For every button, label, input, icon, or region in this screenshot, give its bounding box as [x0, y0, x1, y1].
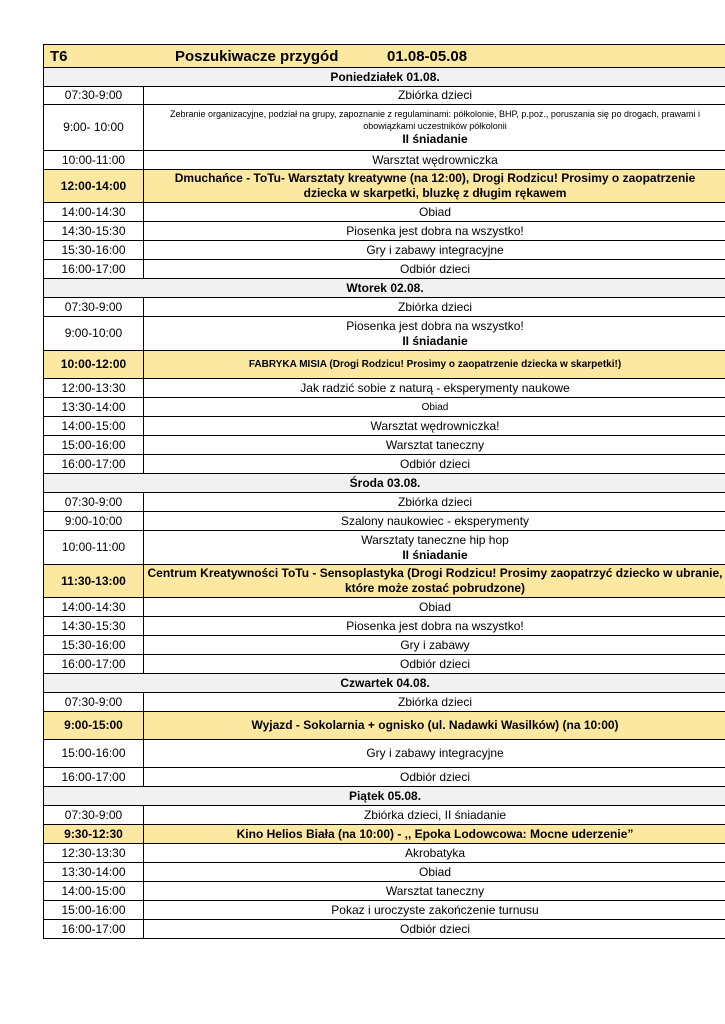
schedule-row — [44, 398, 725, 417]
activity-cell: Zbiórka dzieci, II śniadanie — [144, 806, 725, 825]
activity-cell: Zbiórka dzieci — [144, 693, 725, 712]
schedule-row — [44, 863, 725, 882]
time-cell: 14:30-15:30 — [44, 222, 144, 241]
activity-line: II śniadanie — [402, 132, 468, 146]
activity-cell: Obiad — [144, 398, 725, 417]
activity-cell: Pokaz i uroczyste zakończenie turnusu — [144, 901, 725, 920]
schedule-row — [44, 740, 725, 768]
schedule-row — [44, 693, 725, 712]
time-cell: 10:00-11:00 — [44, 531, 144, 565]
schedule-row — [44, 151, 725, 170]
activity-cell — [144, 105, 725, 151]
time-cell: 16:00-17:00 — [44, 455, 144, 474]
activity-cell: Warsztat wędrowniczka — [144, 151, 725, 170]
schedule-row — [44, 379, 725, 398]
schedule-row — [44, 417, 725, 436]
schedule-row — [44, 241, 725, 260]
time-cell: 15:00-16:00 — [44, 436, 144, 455]
time-cell: 13:30-14:00 — [44, 863, 144, 882]
time-cell: 12:30-13:30 — [44, 844, 144, 863]
schedule-row — [44, 298, 725, 317]
time-cell: 12:00-14:00 — [44, 170, 144, 203]
time-cell: 16:00-17:00 — [44, 260, 144, 279]
schedule-row — [44, 203, 725, 222]
activity-line: Warsztaty taneczne hip hop — [361, 532, 509, 547]
title-row — [44, 45, 725, 68]
time-cell: 14:00-14:30 — [44, 203, 144, 222]
day-title: Wtorek 02.08. — [44, 279, 725, 298]
time-cell: 10:00-12:00 — [44, 351, 144, 379]
schedule-table — [43, 44, 725, 939]
schedule-row — [44, 317, 725, 351]
day-title: Poniedziałek 01.08. — [44, 68, 725, 87]
activity-cell: Warsztat taneczny — [144, 436, 725, 455]
activity-cell: Odbiór dzieci — [144, 920, 725, 939]
time-cell: 9:00- 10:00 — [44, 105, 144, 151]
schedule-row — [44, 598, 725, 617]
activity-cell: Gry i zabawy integracyjne — [144, 740, 725, 768]
schedule-sheet — [43, 44, 725, 939]
time-cell: 9:00-10:00 — [44, 317, 144, 351]
activity-cell: Gry i zabawy integracyjne — [144, 241, 725, 260]
activity-cell: Centrum Kreatywności ToTu - Sensoplastyka (Drogi Rodzicu! Prosimy zaopatrzyć dziecko w ubranie, które może zostać pobrudzone) — [144, 565, 725, 598]
schedule-row-highlight — [44, 565, 725, 598]
activity-cell: Piosenka jest dobra na wszystko! — [144, 617, 725, 636]
day-header-row — [44, 674, 725, 693]
time-cell: 9:30-12:30 — [44, 825, 144, 844]
activity-cell: Piosenka jest dobra na wszystko! — [144, 222, 725, 241]
schedule-row — [44, 901, 725, 920]
time-cell: 07:30-9:00 — [44, 806, 144, 825]
schedule-row — [44, 617, 725, 636]
activity-cell: Zbiórka dzieci — [144, 493, 725, 512]
schedule-row — [44, 222, 725, 241]
activity-cell: Odbiór dzieci — [144, 768, 725, 787]
time-cell: 16:00-17:00 — [44, 920, 144, 939]
activity-cell: Odbiór dzieci — [144, 260, 725, 279]
activity-cell: Jak radzić sobie z naturą - eksperymenty naukowe — [144, 379, 725, 398]
time-cell: 07:30-9:00 — [44, 493, 144, 512]
time-cell: 16:00-17:00 — [44, 655, 144, 674]
schedule-row-highlight — [44, 825, 725, 844]
time-cell: 14:00-15:00 — [44, 882, 144, 901]
day-header-row — [44, 68, 725, 87]
day-header-row — [44, 474, 725, 493]
schedule-row — [44, 806, 725, 825]
schedule-row — [44, 512, 725, 531]
activity-cell: FABRYKA MISIA (Drogi Rodzicu! Prosimy o zaopatrzenie dziecka w skarpetki!) — [144, 351, 725, 379]
schedule-row — [44, 655, 725, 674]
time-cell: 07:30-9:00 — [44, 693, 144, 712]
time-cell: 15:30-16:00 — [44, 241, 144, 260]
time-cell: 9:00-10:00 — [44, 512, 144, 531]
activity-cell: Dmuchańce - ToTu- Warsztaty kreatywne (na 12:00), Drogi Rodzicu! Prosimy o zaopatrzenie dziecka w skarpetki, bluzkę z długim rękawem — [144, 170, 725, 203]
schedule-row — [44, 636, 725, 655]
schedule-row-highlight — [44, 351, 725, 379]
activity-cell — [144, 317, 725, 351]
schedule-row — [44, 105, 725, 151]
time-cell: 13:30-14:00 — [44, 398, 144, 417]
activity-cell — [144, 531, 725, 565]
activity-cell: Warsztat taneczny — [144, 882, 725, 901]
time-cell: 14:00-15:00 — [44, 417, 144, 436]
activity-cell: Zbiórka dzieci — [144, 87, 725, 105]
time-cell: 07:30-9:00 — [44, 298, 144, 317]
activity-cell: Szalony naukowiec - eksperymenty — [144, 512, 725, 531]
schedule-row — [44, 531, 725, 565]
time-cell: 10:00-11:00 — [44, 151, 144, 170]
activity-line: Zebranie organizacyjne, podział na grupy, zapoznanie z regulaminami: półkolonie, BHP, p.poż., poruszania się po drogach, prawami i obowiązkami uczestników półkolonii — [170, 109, 700, 131]
day-header-row — [44, 279, 725, 298]
activity-line: II śniadanie — [402, 333, 468, 348]
activity-cell: Obiad — [144, 203, 725, 222]
time-cell: 12:00-13:30 — [44, 379, 144, 398]
activity-cell: Kino Helios Biała (na 10:00) - ,, Epoka Lodowcowa: Mocne uderzenie” — [144, 825, 725, 844]
day-title: Środa 03.08. — [44, 474, 725, 493]
time-cell: 14:30-15:30 — [44, 617, 144, 636]
activity-cell: Odbiór dzieci — [144, 655, 725, 674]
turnus-name: Poszukiwacze przygód — [175, 47, 339, 65]
schedule-row-highlight — [44, 170, 725, 203]
activity-line: II śniadanie — [402, 547, 468, 562]
time-cell: 07:30-9:00 — [44, 87, 144, 105]
schedule-row — [44, 920, 725, 939]
activity-cell: Odbiór dzieci — [144, 455, 725, 474]
turnus-code: T6 — [50, 47, 68, 65]
activity-cell: Obiad — [144, 863, 725, 882]
day-title: Piątek 05.08. — [44, 787, 725, 806]
day-title: Czwartek 04.08. — [44, 674, 725, 693]
schedule-row-highlight — [44, 712, 725, 740]
activity-cell: Wyjazd - Sokolarnia + ognisko (ul. Nadawki Wasilków) (na 10:00) — [144, 712, 725, 740]
schedule-row — [44, 493, 725, 512]
activity-cell: Akrobatyka — [144, 844, 725, 863]
activity-cell: Gry i zabawy — [144, 636, 725, 655]
time-cell: 11:30-13:00 — [44, 565, 144, 598]
activity-cell: Zbiórka dzieci — [144, 298, 725, 317]
schedule-row — [44, 260, 725, 279]
activity-cell: Warsztat wędrowniczka! — [144, 417, 725, 436]
time-cell: 15:00-16:00 — [44, 740, 144, 768]
schedule-row — [44, 844, 725, 863]
schedule-row — [44, 768, 725, 787]
time-cell: 14:00-14:30 — [44, 598, 144, 617]
schedule-row — [44, 882, 725, 901]
time-cell: 15:00-16:00 — [44, 901, 144, 920]
time-cell: 16:00-17:00 — [44, 768, 144, 787]
schedule-row — [44, 455, 725, 474]
day-header-row — [44, 787, 725, 806]
activity-line: Piosenka jest dobra na wszystko! — [346, 318, 524, 333]
schedule-row — [44, 436, 725, 455]
time-cell: 15:30-16:00 — [44, 636, 144, 655]
schedule-row — [44, 87, 725, 105]
time-cell: 9:00-15:00 — [44, 712, 144, 740]
activity-cell: Obiad — [144, 598, 725, 617]
turnus-dates: 01.08-05.08 — [387, 47, 468, 65]
